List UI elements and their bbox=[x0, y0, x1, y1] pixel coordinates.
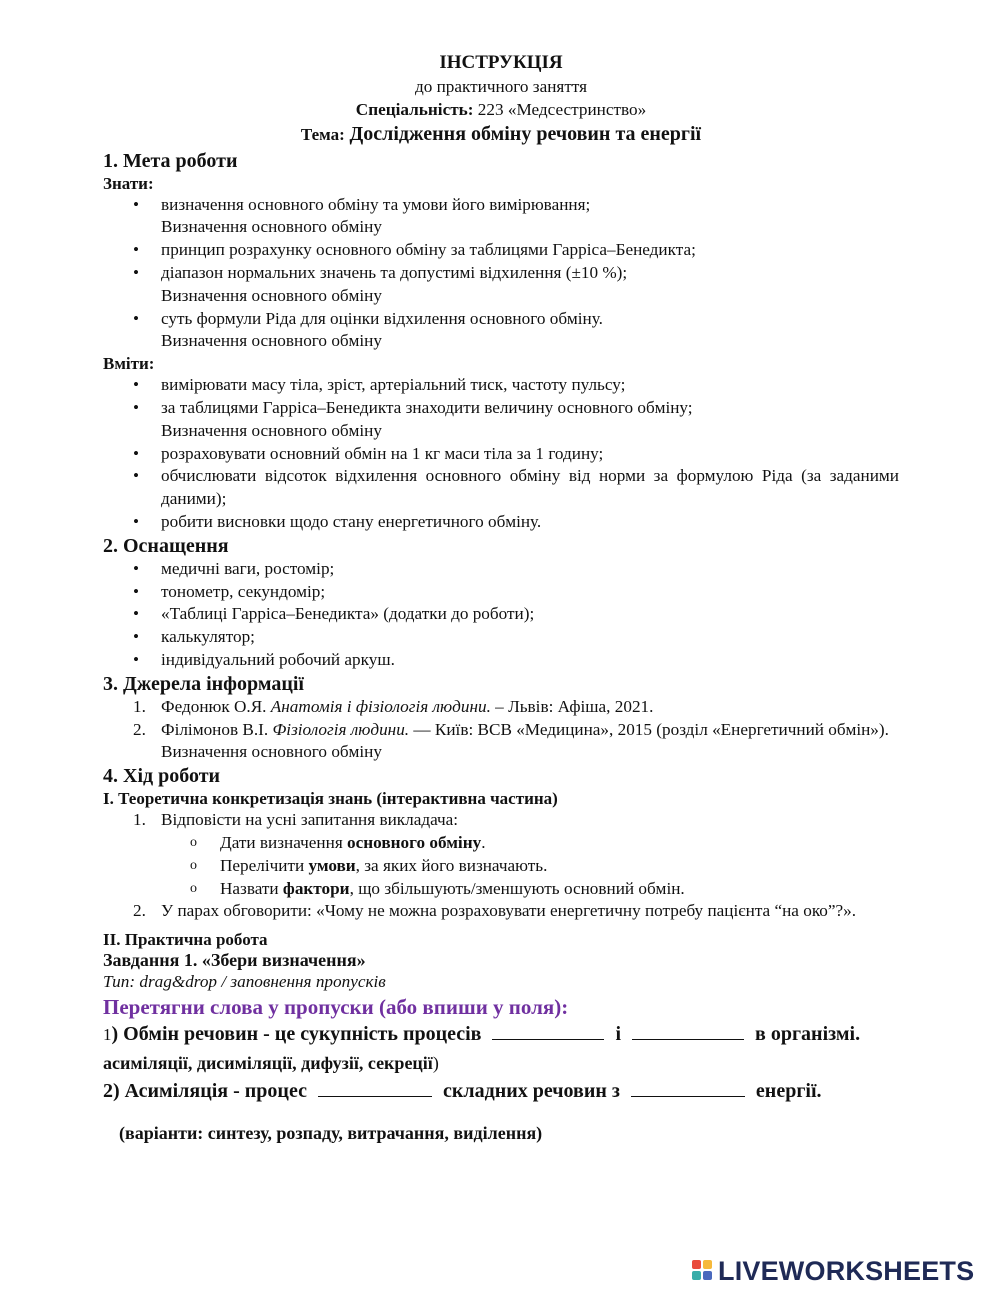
list-item: • вимірювати масу тіла, зріст, артеріальний тиск, частоту пульсу; bbox=[103, 374, 899, 397]
logo-mark-icon bbox=[692, 1260, 714, 1282]
know-label: Знати: bbox=[103, 173, 154, 193]
item-note: Визначення основного обміну bbox=[161, 420, 382, 440]
sentence-1: 1) Обмін речовин - це сукупність процесів і в організмі. bbox=[103, 1022, 861, 1045]
list-item: • за таблицями Гарріса–Бенедикта знаходити величину основного обміну; Визначення основного обміну bbox=[103, 397, 899, 443]
list-item: o Назвати фактори, що збільшують/зменшують основний обмін. bbox=[103, 878, 899, 901]
part1-heading: I. Теоретична конкретизація знань (інтерактивна частина) bbox=[103, 789, 558, 809]
section-heading-procedure: 4. Хід роботи bbox=[103, 765, 221, 788]
list-item: • медичні ваги, ростомір; bbox=[103, 558, 899, 581]
document-subtitle: до практичного заняття bbox=[414, 77, 588, 96]
can-label: Вміти: bbox=[103, 354, 155, 374]
item-note: Визначення основного обміну bbox=[161, 217, 382, 237]
list-item: 2. У парах обговорити: «Чому не можна розраховувати енергетичну потребу пацієнта “на око”?». bbox=[133, 901, 857, 921]
questions-list bbox=[103, 809, 899, 832]
sentence-2: 2) Асиміляція - процес складних речовин з енергії. bbox=[103, 1079, 822, 1102]
list-item: • калькулятор; bbox=[103, 626, 899, 649]
list-item: 2. Філімонов В.І. Фізіологія людини. — Київ: ВСВ «Медицина», 2015 (розділ «Енергетичний обмін»). Визначення основного обміну bbox=[103, 719, 899, 765]
specialty-label: Спеціальність: bbox=[355, 99, 474, 119]
list-item: o Перелічити умови, за яких його визначають. bbox=[103, 855, 899, 878]
equipment-list bbox=[103, 558, 899, 672]
list-item: • суть формули Ріда для оцінки відхилення основного обміну. Визначення основного обміну bbox=[103, 308, 899, 354]
sentence-2-options: (варіанти: синтезу, розпаду, витрачання, виділення) bbox=[119, 1122, 543, 1143]
specialty-value: 223 «Медсестринство» bbox=[477, 99, 647, 119]
list-item: • робити висновки щодо стану енергетичного обміну. bbox=[103, 511, 899, 534]
list-item: • індивідуальний робочий аркуш. bbox=[103, 649, 899, 672]
list-item: • принцип розрахунку основного обміну за таблицями Гарріса–Бенедикта; bbox=[103, 239, 899, 262]
document-title: ІНСТРУКЦІЯ bbox=[439, 52, 563, 73]
specialty-line bbox=[103, 99, 899, 122]
blank-input-1[interactable] bbox=[492, 1021, 604, 1040]
topic-label: Тема: bbox=[300, 124, 345, 144]
item-note: Визначення основного обміну bbox=[161, 742, 382, 762]
section-heading-goal: 1. Мета роботи bbox=[103, 149, 238, 172]
liveworksheets-logo[interactable] bbox=[692, 1255, 974, 1287]
questions-list-2 bbox=[103, 900, 899, 923]
list-item: • діапазон нормальних значень та допустимі відхилення (±10 %); Визначення основного обміну bbox=[103, 262, 899, 308]
list-item: • розраховувати основний обмін на 1 кг маси тіла за 1 годину; bbox=[103, 443, 899, 466]
blank-input-4[interactable] bbox=[631, 1078, 745, 1097]
list-item: • визначення основного обміну та умови його вимірювання; Визначення основного обміну bbox=[103, 194, 899, 240]
worksheet-page bbox=[103, 48, 899, 1147]
logo-text: LIVEWORKSHEETS bbox=[718, 1255, 975, 1286]
know-list bbox=[103, 194, 899, 354]
task1-type: Тип: drag&drop / заповнення пропусків bbox=[103, 972, 386, 992]
list-item: 1. Федонюк О.Я. Анатомія і фізіологія людини. – Львів: Афіша, 2021. bbox=[133, 696, 654, 716]
list-item: • тонометр, секундомір; bbox=[103, 581, 899, 604]
list-item: • обчислювати відсоток відхилення основного обміну від норми за формулою Ріда (за заданими даними); bbox=[103, 465, 899, 511]
sentence-1-options: асиміляції, дисиміляції, дифузії, секреції) bbox=[103, 1052, 439, 1073]
blank-input-2[interactable] bbox=[632, 1021, 744, 1040]
sources-list bbox=[103, 696, 899, 764]
topic-value: Дослідження обміну речовин та енергії bbox=[349, 122, 702, 145]
sub-questions-list bbox=[103, 832, 899, 900]
section-heading-equipment: 2. Оснащення bbox=[103, 534, 229, 557]
list-item: • «Таблиці Гарріса–Бенедикта» (додатки до роботи); bbox=[103, 603, 899, 626]
section-heading-sources: 3. Джерела інформації bbox=[103, 672, 304, 695]
item-note: Визначення основного обміну bbox=[161, 285, 382, 305]
item-note: Визначення основного обміну bbox=[161, 331, 382, 351]
blank-input-3[interactable] bbox=[318, 1078, 432, 1097]
topic-line bbox=[103, 122, 899, 147]
list-item: 1. Відповісти на усні запитання викладача: bbox=[133, 810, 459, 830]
task1-heading: Завдання 1. «Збери визначення» bbox=[103, 950, 366, 971]
part2-heading: II. Практична робота bbox=[103, 930, 268, 950]
list-item: o Дати визначення основного обміну. bbox=[103, 832, 899, 855]
task-instruction: Перетягни слова у пропуски (або впиши у поля): bbox=[103, 994, 569, 1019]
can-list bbox=[103, 374, 899, 534]
